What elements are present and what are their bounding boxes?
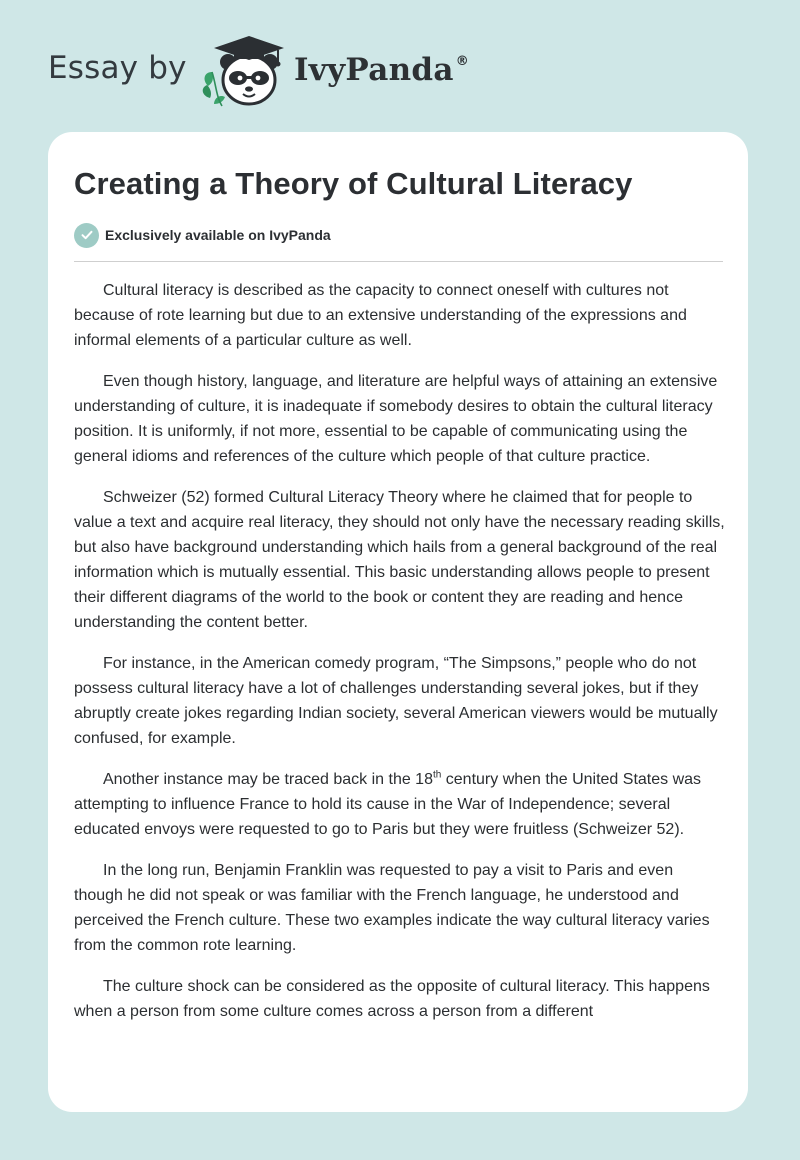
check-icon: [74, 223, 99, 248]
paragraph-3: Schweizer (52) formed Cultural Literacy Theory where he claimed that for people to value a text and acquire real literacy, they should not only have the necessary reading skills, but also have background understanding which hails from a general background of the real information which is mutually essential. This basic understanding allows people to present their different diagrams of the world to the book or content they are reading and hence understanding the content better.: [74, 489, 725, 631]
paragraph-7: The culture shock can be considered as the opposite of cultural literacy. This happens when a person from some culture comes across a person from a different: [74, 978, 710, 1020]
essay-body: [74, 278, 726, 1040]
paragraph-5-end: century when the United States was attempting to influence France to hold its cause in the War of Independence; several educated envoys were requested to go to Paris but they were fruitless (Schweizer 52).: [74, 771, 702, 838]
page-title: Creating a Theory of Cultural Literacy: [74, 166, 633, 201]
paragraph-5-start: Another instance may be traced back in the 18: [103, 771, 433, 788]
brand-name[interactable]: [294, 52, 469, 88]
registered-mark: ®: [455, 54, 470, 69]
paragraph-2: Even though history, language, and literature are helpful ways of attaining an extensive understanding of culture, it is inadequate if somebody desires to obtain the cultural literacy position. It is uniformly, if not more, essential to be capable of communicating using the general idioms and references of the culture which people of that culture practice.: [74, 373, 718, 465]
essay-card: [48, 132, 748, 1112]
paragraph-5: [74, 767, 726, 842]
paragraph-1: Cultural literacy is described as the capacity to connect oneself with cultures not because of rote learning but due to an extensive understanding of the expressions and informal elements of a particular culture as well.: [74, 282, 687, 349]
essay-by-label: Essay by: [48, 50, 187, 86]
exclusive-badge: [74, 222, 331, 248]
title-divider: [74, 261, 723, 262]
exclusive-label: Exclusively available on IvyPanda: [105, 227, 331, 243]
panda-logo-icon: [198, 28, 292, 112]
brand-name-text: IvyPanda: [294, 52, 454, 88]
ordinal-suffix: th: [432, 769, 442, 781]
paragraph-4: For instance, in the American comedy program, “The Simpsons,” people who do not possess cultural literacy have a lot of challenges understanding several jokes, but if they abruptly create jokes regarding Indian society, several American viewers would be mutually confused, for example.: [74, 655, 718, 747]
site-header: [0, 0, 800, 130]
paragraph-6: In the long run, Benjamin Franklin was requested to pay a visit to Paris and even though he did not speak or was familiar with the French language, he understood and perceived the French culture. These two examples indicate the way cultural literacy varies from the common rote learning.: [74, 862, 710, 954]
